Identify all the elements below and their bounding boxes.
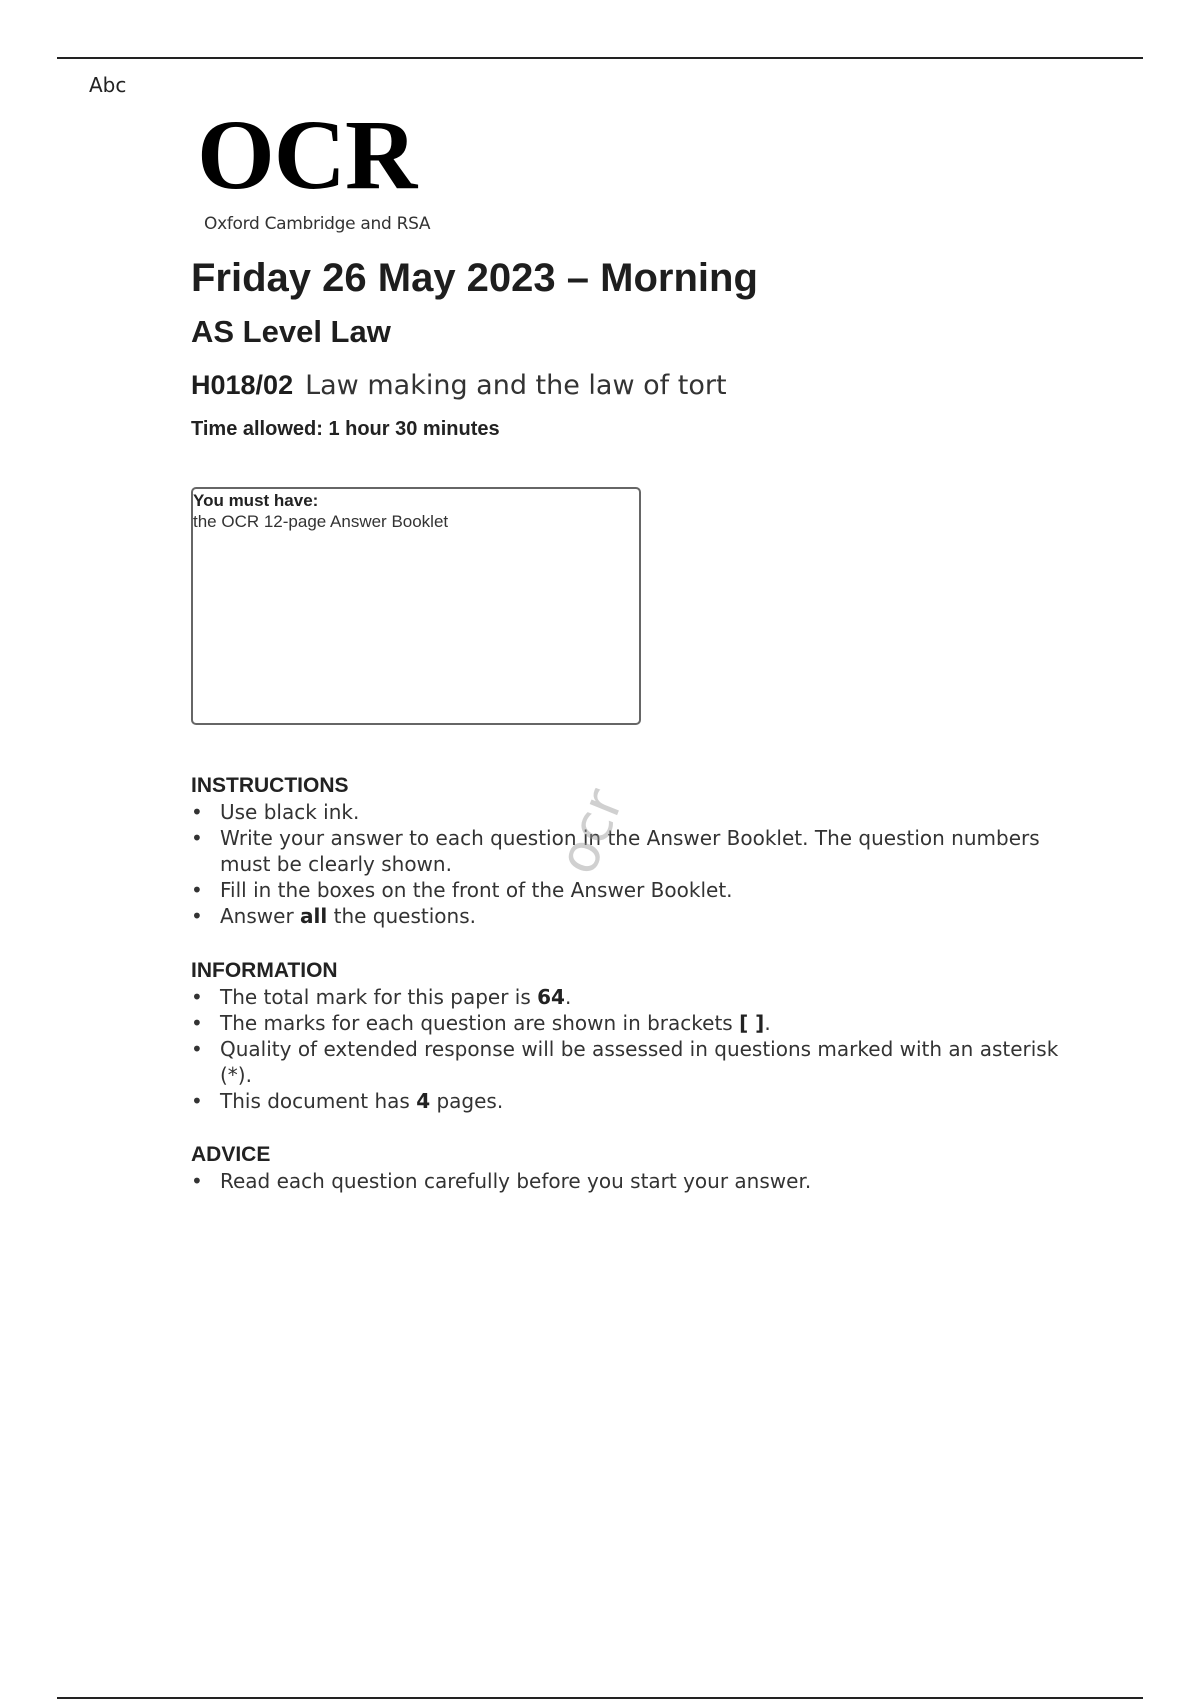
header-tag: Abc — [89, 73, 127, 97]
bullet-icon: • — [191, 1089, 203, 1113]
bullet-icon: • — [191, 800, 203, 824]
time-allowed: Time allowed: 1 hour 30 minutes — [191, 418, 500, 440]
advice-section — [191, 1142, 1091, 1194]
bullet-icon: • — [191, 1011, 203, 1035]
ocr-logo-subtitle: Oxford Cambridge and RSA — [204, 214, 431, 234]
bullet-icon: • — [191, 826, 203, 850]
list-item: • Use black ink. — [191, 800, 360, 824]
bullet-icon: • — [191, 1169, 203, 1193]
must-have-title: You must have: — [193, 491, 319, 510]
must-have-box — [191, 487, 641, 725]
bullet-icon: • — [191, 1037, 203, 1061]
list-item: • Answer all the questions. — [191, 904, 476, 928]
list-item: • Read each question carefully before you start your answer. — [191, 1169, 812, 1193]
list-item: • Quality of extended response will be assessed in questions marked with an asterisk (*). — [191, 1037, 1059, 1087]
information-title: INFORMATION — [191, 959, 338, 982]
list-item: • Fill in the boxes on the front of the Answer Booklet. — [191, 878, 733, 902]
list-item: • The marks for each question are shown in brackets [ ]. — [191, 1011, 771, 1035]
instructions-title: INSTRUCTIONS — [191, 774, 349, 797]
information-list — [191, 984, 1091, 1114]
exam-code-row — [191, 368, 727, 403]
must-have-item: the OCR 12-page Answer Booklet — [193, 512, 449, 531]
advice-list — [191, 1168, 1091, 1194]
bottom-rule — [57, 1697, 1143, 1699]
bullet-icon: • — [191, 878, 203, 902]
instructions-list — [191, 799, 1091, 929]
exam-date-session: Friday 26 May 2023 – Morning — [191, 256, 758, 300]
ocr-logo: OCR — [197, 99, 417, 210]
instructions-section — [191, 773, 1091, 929]
top-rule — [57, 57, 1143, 59]
exam-level: AS Level Law — [191, 314, 391, 349]
list-item: • This document has 4 pages. — [191, 1089, 504, 1113]
advice-title: ADVICE — [191, 1143, 271, 1166]
exam-code: H018/02 — [191, 370, 294, 400]
list-item: • The total mark for this paper is 64. — [191, 985, 572, 1009]
bullet-icon: • — [191, 904, 203, 928]
information-section — [191, 958, 1091, 1114]
bullet-icon: • — [191, 985, 203, 1009]
exam-title: Law making and the law of tort — [305, 370, 727, 401]
list-item: • Write your answer to each question in the Answer Booklet. The question numbers must be clearly shown. — [191, 826, 1040, 876]
watermark: ocr — [545, 780, 636, 883]
